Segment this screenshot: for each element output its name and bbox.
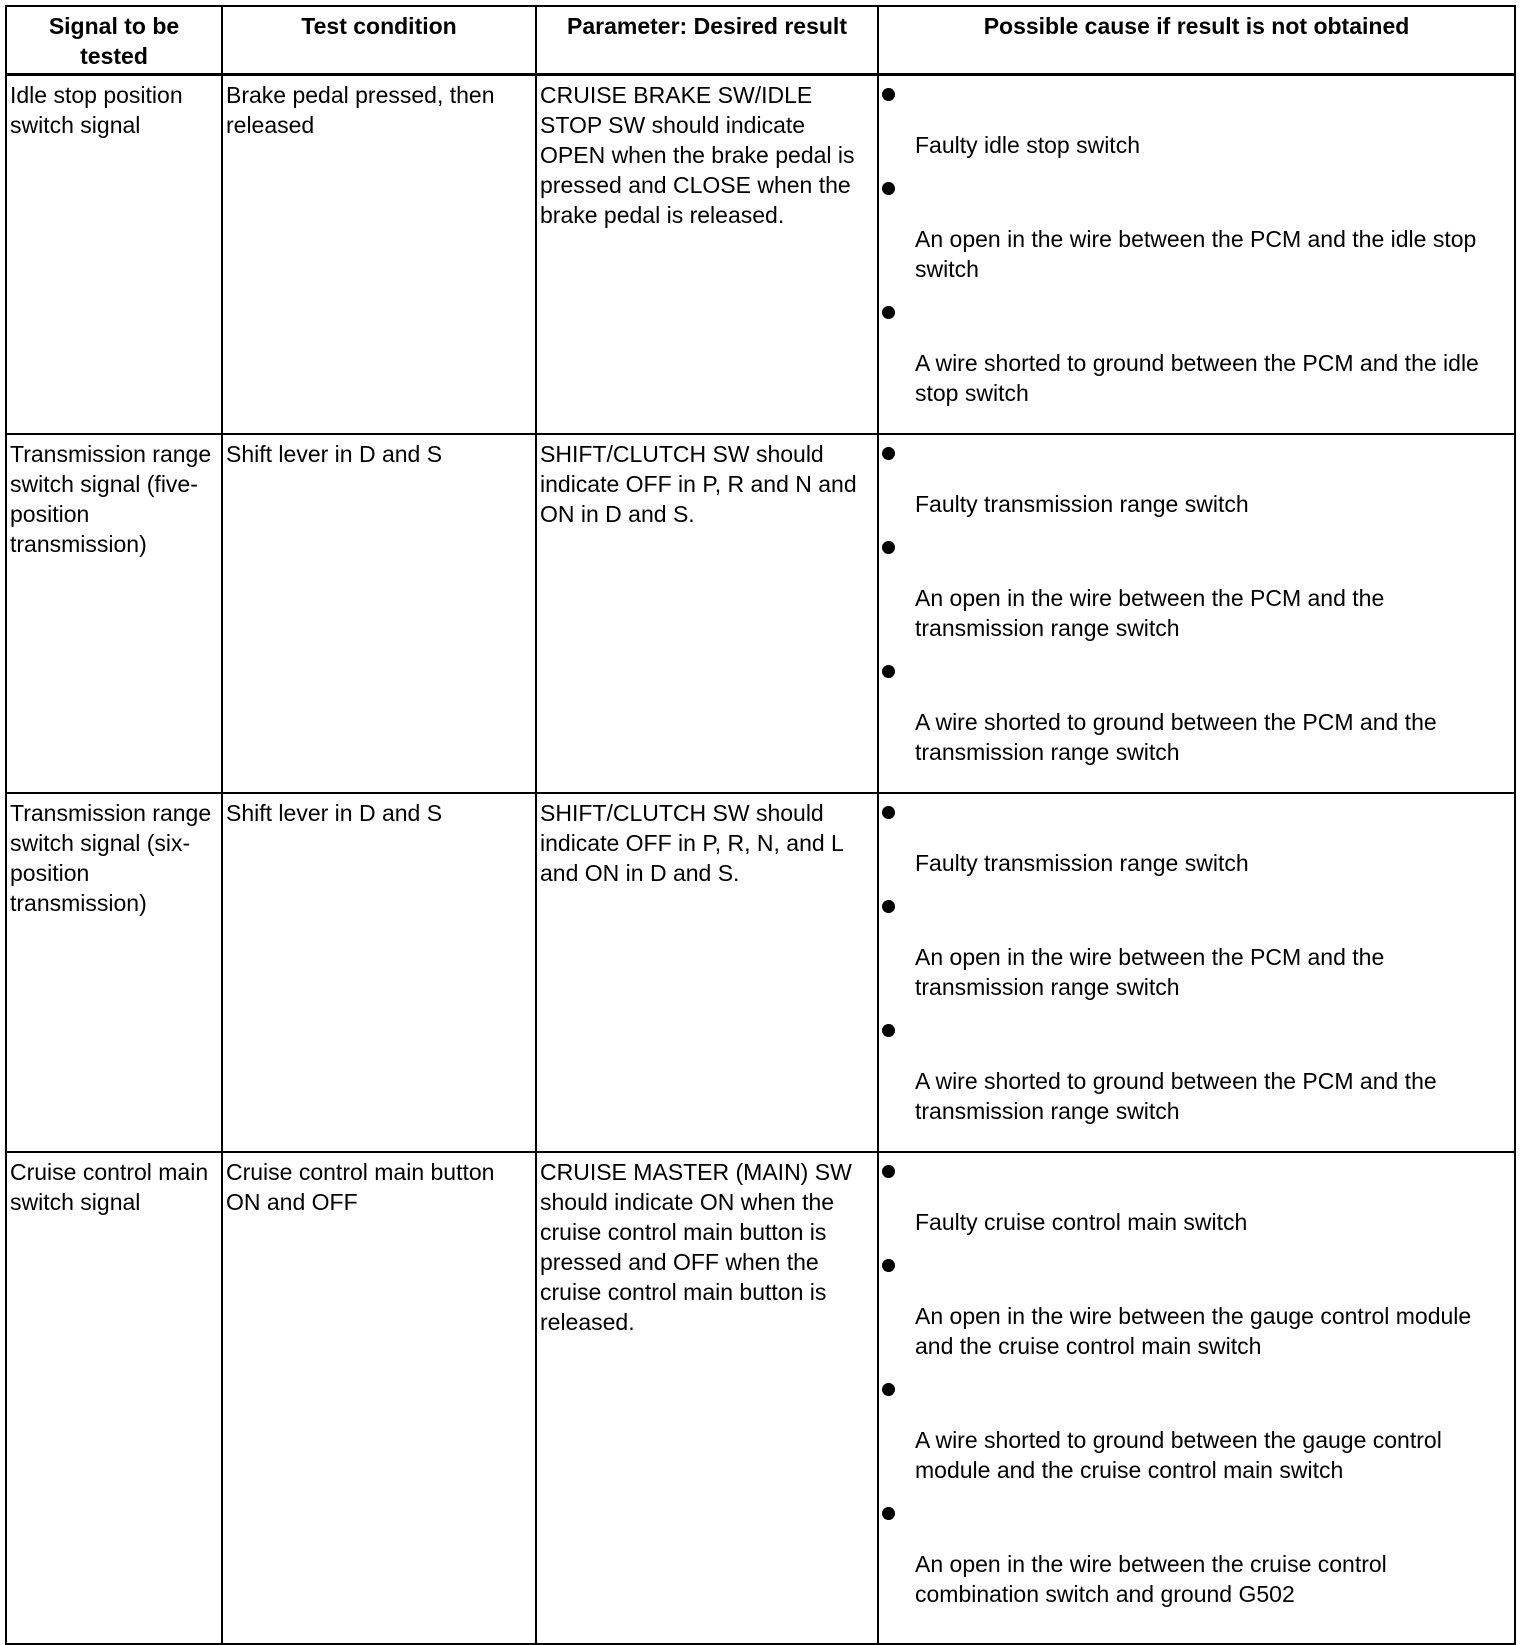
table-row — [6, 434, 1515, 793]
cause-text: An open in the wire between the PCM and the idle stop switch — [915, 226, 1477, 282]
cause-item — [882, 1259, 1512, 1361]
signal-cell: Idle stop position switch signal — [6, 75, 222, 435]
cause-item — [882, 900, 1512, 1002]
parameter-cell: SHIFT/CLUTCH SW should indicate OFF in P, R, N, and L and ON in D and S. — [536, 793, 878, 1152]
bullet-icon — [882, 447, 895, 460]
header-parameter: Parameter: Desired result — [536, 6, 878, 75]
cause-item — [882, 447, 1512, 519]
causes-cell — [878, 434, 1515, 793]
condition-cell: Brake pedal pressed, then released — [222, 75, 536, 435]
parameter-cell: CRUISE MASTER (MAIN) SW should indicate ON when the cruise control main button is pressed and OFF when the cruise control main button is released. — [536, 1152, 878, 1644]
bullet-icon — [882, 182, 895, 195]
cause-item — [882, 541, 1512, 643]
cause-text: Faulty cruise control main switch — [915, 1209, 1248, 1235]
cause-text: A wire shorted to ground between the PCM and the idle stop switch — [915, 350, 1479, 406]
cause-text: A wire shorted to ground between the PCM and the transmission range switch — [915, 1068, 1437, 1124]
cause-item — [882, 1024, 1512, 1126]
cause-text: Faulty transmission range switch — [915, 850, 1249, 876]
table-row — [6, 793, 1515, 1152]
bullet-icon — [882, 1507, 895, 1520]
bullet-icon — [882, 88, 895, 101]
signal-cell: Transmission range switch signal (six-position transmission) — [6, 793, 222, 1152]
cause-item — [882, 1165, 1512, 1237]
cause-item — [882, 806, 1512, 878]
cause-text: An open in the wire between the PCM and the transmission range switch — [915, 944, 1385, 1000]
bullet-icon — [882, 1383, 895, 1396]
cause-text: An open in the wire between the gauge control module and the cruise control main switch — [915, 1303, 1472, 1359]
header-causes: Possible cause if result is not obtained — [878, 6, 1515, 75]
causes-cell — [878, 793, 1515, 1152]
cause-item — [882, 665, 1512, 767]
header-signal: Signal to be tested — [6, 6, 222, 75]
condition-cell: Shift lever in D and S — [222, 434, 536, 793]
table-row — [6, 1152, 1515, 1644]
causes-cell — [878, 1152, 1515, 1644]
condition-cell: Shift lever in D and S — [222, 793, 536, 1152]
cause-item — [882, 306, 1512, 408]
bullet-icon — [882, 665, 895, 678]
bullet-icon — [882, 900, 895, 913]
cause-item — [882, 1507, 1512, 1609]
cause-text: An open in the wire between the PCM and the transmission range switch — [915, 585, 1385, 641]
cause-item — [882, 1383, 1512, 1485]
bullet-icon — [882, 806, 895, 819]
cause-text: Faulty idle stop switch — [915, 132, 1140, 158]
parameter-cell: CRUISE BRAKE SW/IDLE STOP SW should indicate OPEN when the brake pedal is pressed and CLOSE when the brake pedal is released. — [536, 75, 878, 435]
diagnostic-table — [5, 5, 1516, 1645]
condition-cell: Cruise control main button ON and OFF — [222, 1152, 536, 1644]
header-row — [6, 6, 1515, 75]
cause-text: Faulty transmission range switch — [915, 491, 1249, 517]
signal-cell: Transmission range switch signal (five-position transmission) — [6, 434, 222, 793]
header-condition: Test condition — [222, 6, 536, 75]
cause-text: An open in the wire between the cruise control combination switch and ground G502 — [915, 1551, 1387, 1607]
bullet-icon — [882, 1165, 895, 1178]
bullet-icon — [882, 1259, 895, 1272]
bullet-icon — [882, 306, 895, 319]
cause-item — [882, 88, 1512, 160]
cause-text: A wire shorted to ground between the PCM and the transmission range switch — [915, 709, 1437, 765]
table-row — [6, 75, 1515, 435]
causes-cell — [878, 75, 1515, 435]
cause-item — [882, 182, 1512, 284]
parameter-cell: SHIFT/CLUTCH SW should indicate OFF in P, R and N and ON in D and S. — [536, 434, 878, 793]
cause-text: A wire shorted to ground between the gauge control module and the cruise control main switch — [915, 1427, 1442, 1483]
bullet-icon — [882, 541, 895, 554]
signal-cell: Cruise control main switch signal — [6, 1152, 222, 1644]
bullet-icon — [882, 1024, 895, 1037]
